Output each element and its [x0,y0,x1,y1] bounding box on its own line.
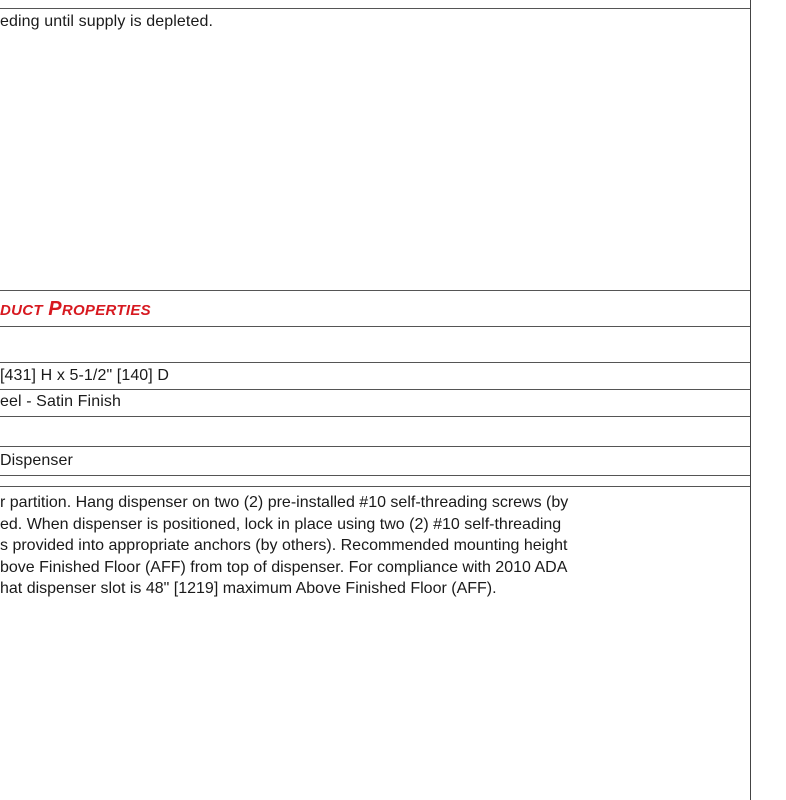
installation-line: hat dispenser slot is 48" [1219] maximum Above Finished Floor (AFF). [0,580,497,598]
divider-row-7 [0,486,750,487]
property-dimensions: [431] H x 5-1/2" [140] D [0,367,170,384]
divider-top [0,8,750,9]
installation-line: bove Finished Floor (AFF) from top of dispenser. For compliance with 2010 ADA [0,558,568,576]
installation-line: ed. When dispenser is positioned, lock in place using two (2) #10 self-threading [0,515,562,533]
divider-row-6 [0,475,750,476]
divider-section-top [0,290,750,291]
divider-row-2 [0,362,750,363]
divider-row-5 [0,446,750,447]
installation-paragraph [0,492,740,600]
divider-row-3 [0,389,750,390]
divider-row-4 [0,416,750,417]
property-material: eel - Satin Finish [0,393,121,410]
property-type: Dispenser [0,452,73,469]
section-title-product-properties [0,297,151,323]
installation-line: r partition. Hang dispenser on two (2) pre-installed #10 self-threading screws (by [0,494,569,511]
section-title-rest: ROPERTIES [61,302,151,319]
section-title-initial: P [48,298,62,320]
installation-line: s provided into appropriate anchors (by others). Recommended mounting height [0,537,568,555]
divider-row-1 [0,326,750,327]
section-title-prefix: DUCT [0,302,43,319]
description-text: eding until supply is depleted. [0,13,214,30]
